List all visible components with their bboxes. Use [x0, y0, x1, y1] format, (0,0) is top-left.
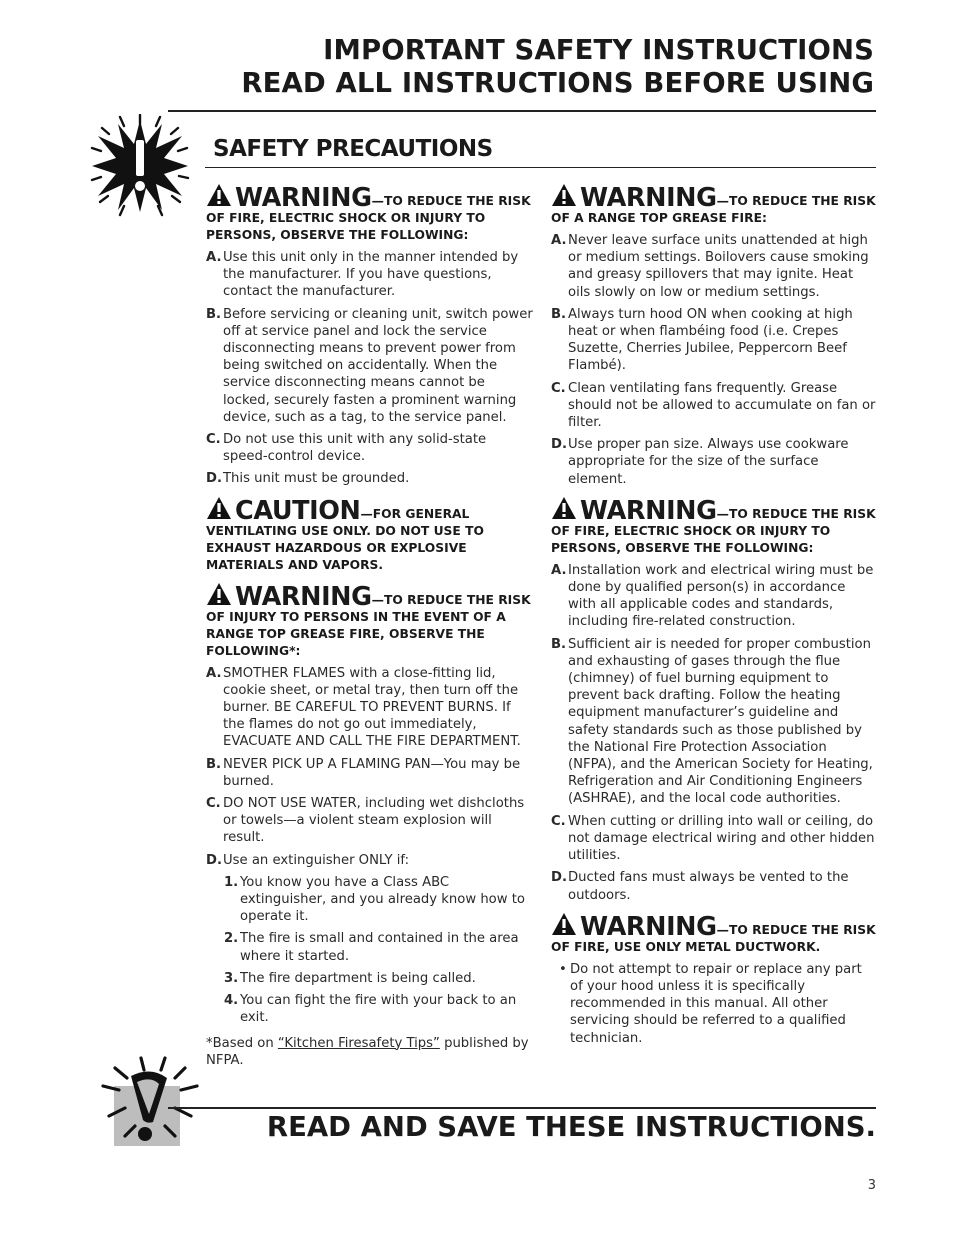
warning-block-grease-injury	[206, 582, 534, 1027]
list-item: C. Do not use this unit with any solid-state speed-control device.	[206, 432, 487, 465]
warning-block-ductwork	[551, 912, 877, 1047]
list-item: B. NEVER PICK UP A FLAMING PAN—You may be burned.	[206, 756, 521, 789]
section-title: SAFETY PRECAUTIONS	[213, 136, 493, 162]
warning-triangle-icon	[551, 496, 577, 520]
bulb-exclamation-icon	[101, 1056, 199, 1150]
header-line-2: READ ALL INSTRUCTIONS BEFORE USING	[241, 67, 874, 99]
warning-word: WARNING	[580, 183, 717, 213]
sub-list-item: 2. The fire is small and contained in the area where it started.	[224, 931, 519, 964]
sub-list-item: 3. The fire department is being called.	[224, 970, 476, 986]
warning-word: WARNING	[580, 911, 717, 942]
list-item: A. Never leave surface units unattended at high or medium settings. Boilovers cause smoking and greasy spillovers that may ignite. Heat oils slowly on low or medium settings.	[551, 233, 869, 300]
footnote: *Based on “Kitchen Firesafety Tips” published by NFPA.	[206, 1035, 529, 1068]
footer-title: READ AND SAVE THESE INSTRUCTIONS.	[266, 1111, 876, 1143]
warning-block-grease-fire	[551, 183, 877, 488]
section-divider	[205, 167, 876, 168]
warning-block-electric	[206, 183, 534, 488]
warning-triangle-icon	[551, 912, 577, 936]
list-item: A. Installation work and electrical wiring must be done by qualified person(s) in accordance with all applicable codes and standards, including fire-related construction.	[551, 562, 874, 630]
list-item: A. SMOTHER FLAMES with a close-fitting lid, cookie sheet, or metal tray, then turn off the burner. BE CAREFUL TO PREVENT BURNS. If the flames do not go out immediately, EVACUATE AND CALL THE FIRE DEPARTMENT.	[206, 665, 521, 750]
list-item: D. Ducted fans must always be vented to the outdoors.	[551, 870, 849, 903]
warning-triangle-icon	[551, 183, 577, 207]
sub-list-item: 4. You can fight the fire with your back to an exit.	[224, 993, 517, 1026]
caution-block	[206, 496, 534, 574]
caution-word: CAUTION	[235, 495, 361, 526]
warning-text: —TO REDUCE THE RISK OF FIRE, ELECTRIC SHOCK OR INJURY TO PERSONS, OBSERVE THE FOLLOWING:	[551, 506, 876, 555]
warning-text: —TO REDUCE THE RISK OF FIRE, USE ONLY METAL DUCTWORK.	[551, 922, 876, 954]
warning-text: —TO REDUCE THE RISK OF A RANGE TOP GREASE FIRE:	[551, 194, 876, 225]
list-item: C. DO NOT USE WATER, including wet dishcloths or towels—a violent steam explosion will result.	[206, 796, 525, 846]
warning-heading	[551, 183, 877, 227]
list-item: B. Before servicing or cleaning unit, switch power off at service panel and lock the service disconnecting means to prevent power from being switched on accidentally. When the service disconnecting means cannot be locked, securely fasten a prominent warning device, such as a tag, to the service panel.	[206, 306, 533, 425]
warning-triangle-icon	[206, 582, 232, 606]
bullet-item: • Do not attempt to repair or replace any part of your hood unless it is specifically recommended in this manual. All other servicing should be referred to a qualified technician.	[559, 961, 862, 1046]
page-header	[241, 34, 874, 100]
list-item: D. Use proper pan size. Always use cookware appropriate for the size of the surface element.	[551, 437, 849, 487]
sub-list-item: 1. You know you have a Class ABC extinguisher, and you already know how to operate it.	[224, 874, 525, 925]
bullet-icon: •	[559, 961, 567, 977]
warning-block-installation	[551, 496, 877, 904]
footnote-link[interactable]: “Kitchen Firesafety Tips”	[277, 1035, 440, 1051]
right-column	[551, 183, 877, 1055]
left-column	[206, 183, 534, 1069]
warning-triangle-icon	[206, 183, 232, 207]
list-item: B. Always turn hood ON when cooking at high heat or when flambéing food (i.e. Crepes Suzette, Cherries Jubilee, Peppercorn Beef Flambé).	[551, 306, 853, 374]
footer-divider	[168, 1107, 876, 1109]
warning-heading	[551, 496, 877, 557]
warning-word: WARNING	[580, 495, 717, 526]
warning-heading	[206, 183, 534, 244]
warning-word: WARNING	[235, 581, 372, 612]
warning-text: —TO REDUCE THE RISK OF FIRE, ELECTRIC SHOCK OR INJURY TO PERSONS, OBSERVE THE FOLLOWING:	[206, 194, 531, 242]
list-item: B. Sufficient air is needed for proper combustion and exhausting of gases through the flue (chimney) of fuel burning equipment to prevent back drafting. Follow the heating equipment manufacturer’s guideline and safety standards such as those published by the National Fire Protection Association (NFPA), and the American Society for Heating, Refrigeration and Air Conditioning Engineers (ASHRAE), and the local code authorities.	[551, 636, 873, 807]
warning-text: —TO REDUCE THE RISK OF INJURY TO PERSONS IN THE EVENT OF A RANGE TOP GREASE FIRE, OBSERVE THE FOLLOWING*:	[206, 592, 531, 658]
warning-word: WARNING	[235, 183, 372, 213]
list-item: D. This unit must be grounded.	[206, 471, 410, 487]
header-divider	[168, 110, 876, 112]
caution-heading	[206, 496, 534, 574]
warning-heading	[551, 912, 877, 956]
list-item: D. Use an extinguisher ONLY if:	[206, 852, 410, 868]
list-item: C. Clean ventilating fans frequently. Grease should not be allowed to accumulate on fan or filter.	[551, 380, 876, 431]
header-line-1: IMPORTANT SAFETY INSTRUCTIONS	[323, 34, 874, 66]
page-number: 3	[867, 1178, 876, 1193]
warning-triangle-icon	[206, 496, 232, 520]
exclamation-burst-icon	[90, 114, 190, 218]
warning-heading	[206, 582, 534, 660]
list-item: A. Use this unit only in the manner intended by the manufacturer. If you have questions, contact the manufacturer.	[206, 250, 519, 300]
list-item: C. When cutting or drilling into wall or ceiling, do not damage electrical wiring and other hidden utilities.	[551, 813, 875, 864]
caution-text: —FOR GENERAL VENTILATING USE ONLY. DO NOT USE TO EXHAUST HAZARDOUS OR EXPLOSIVE MATERIALS AND VAPORS.	[206, 506, 484, 572]
